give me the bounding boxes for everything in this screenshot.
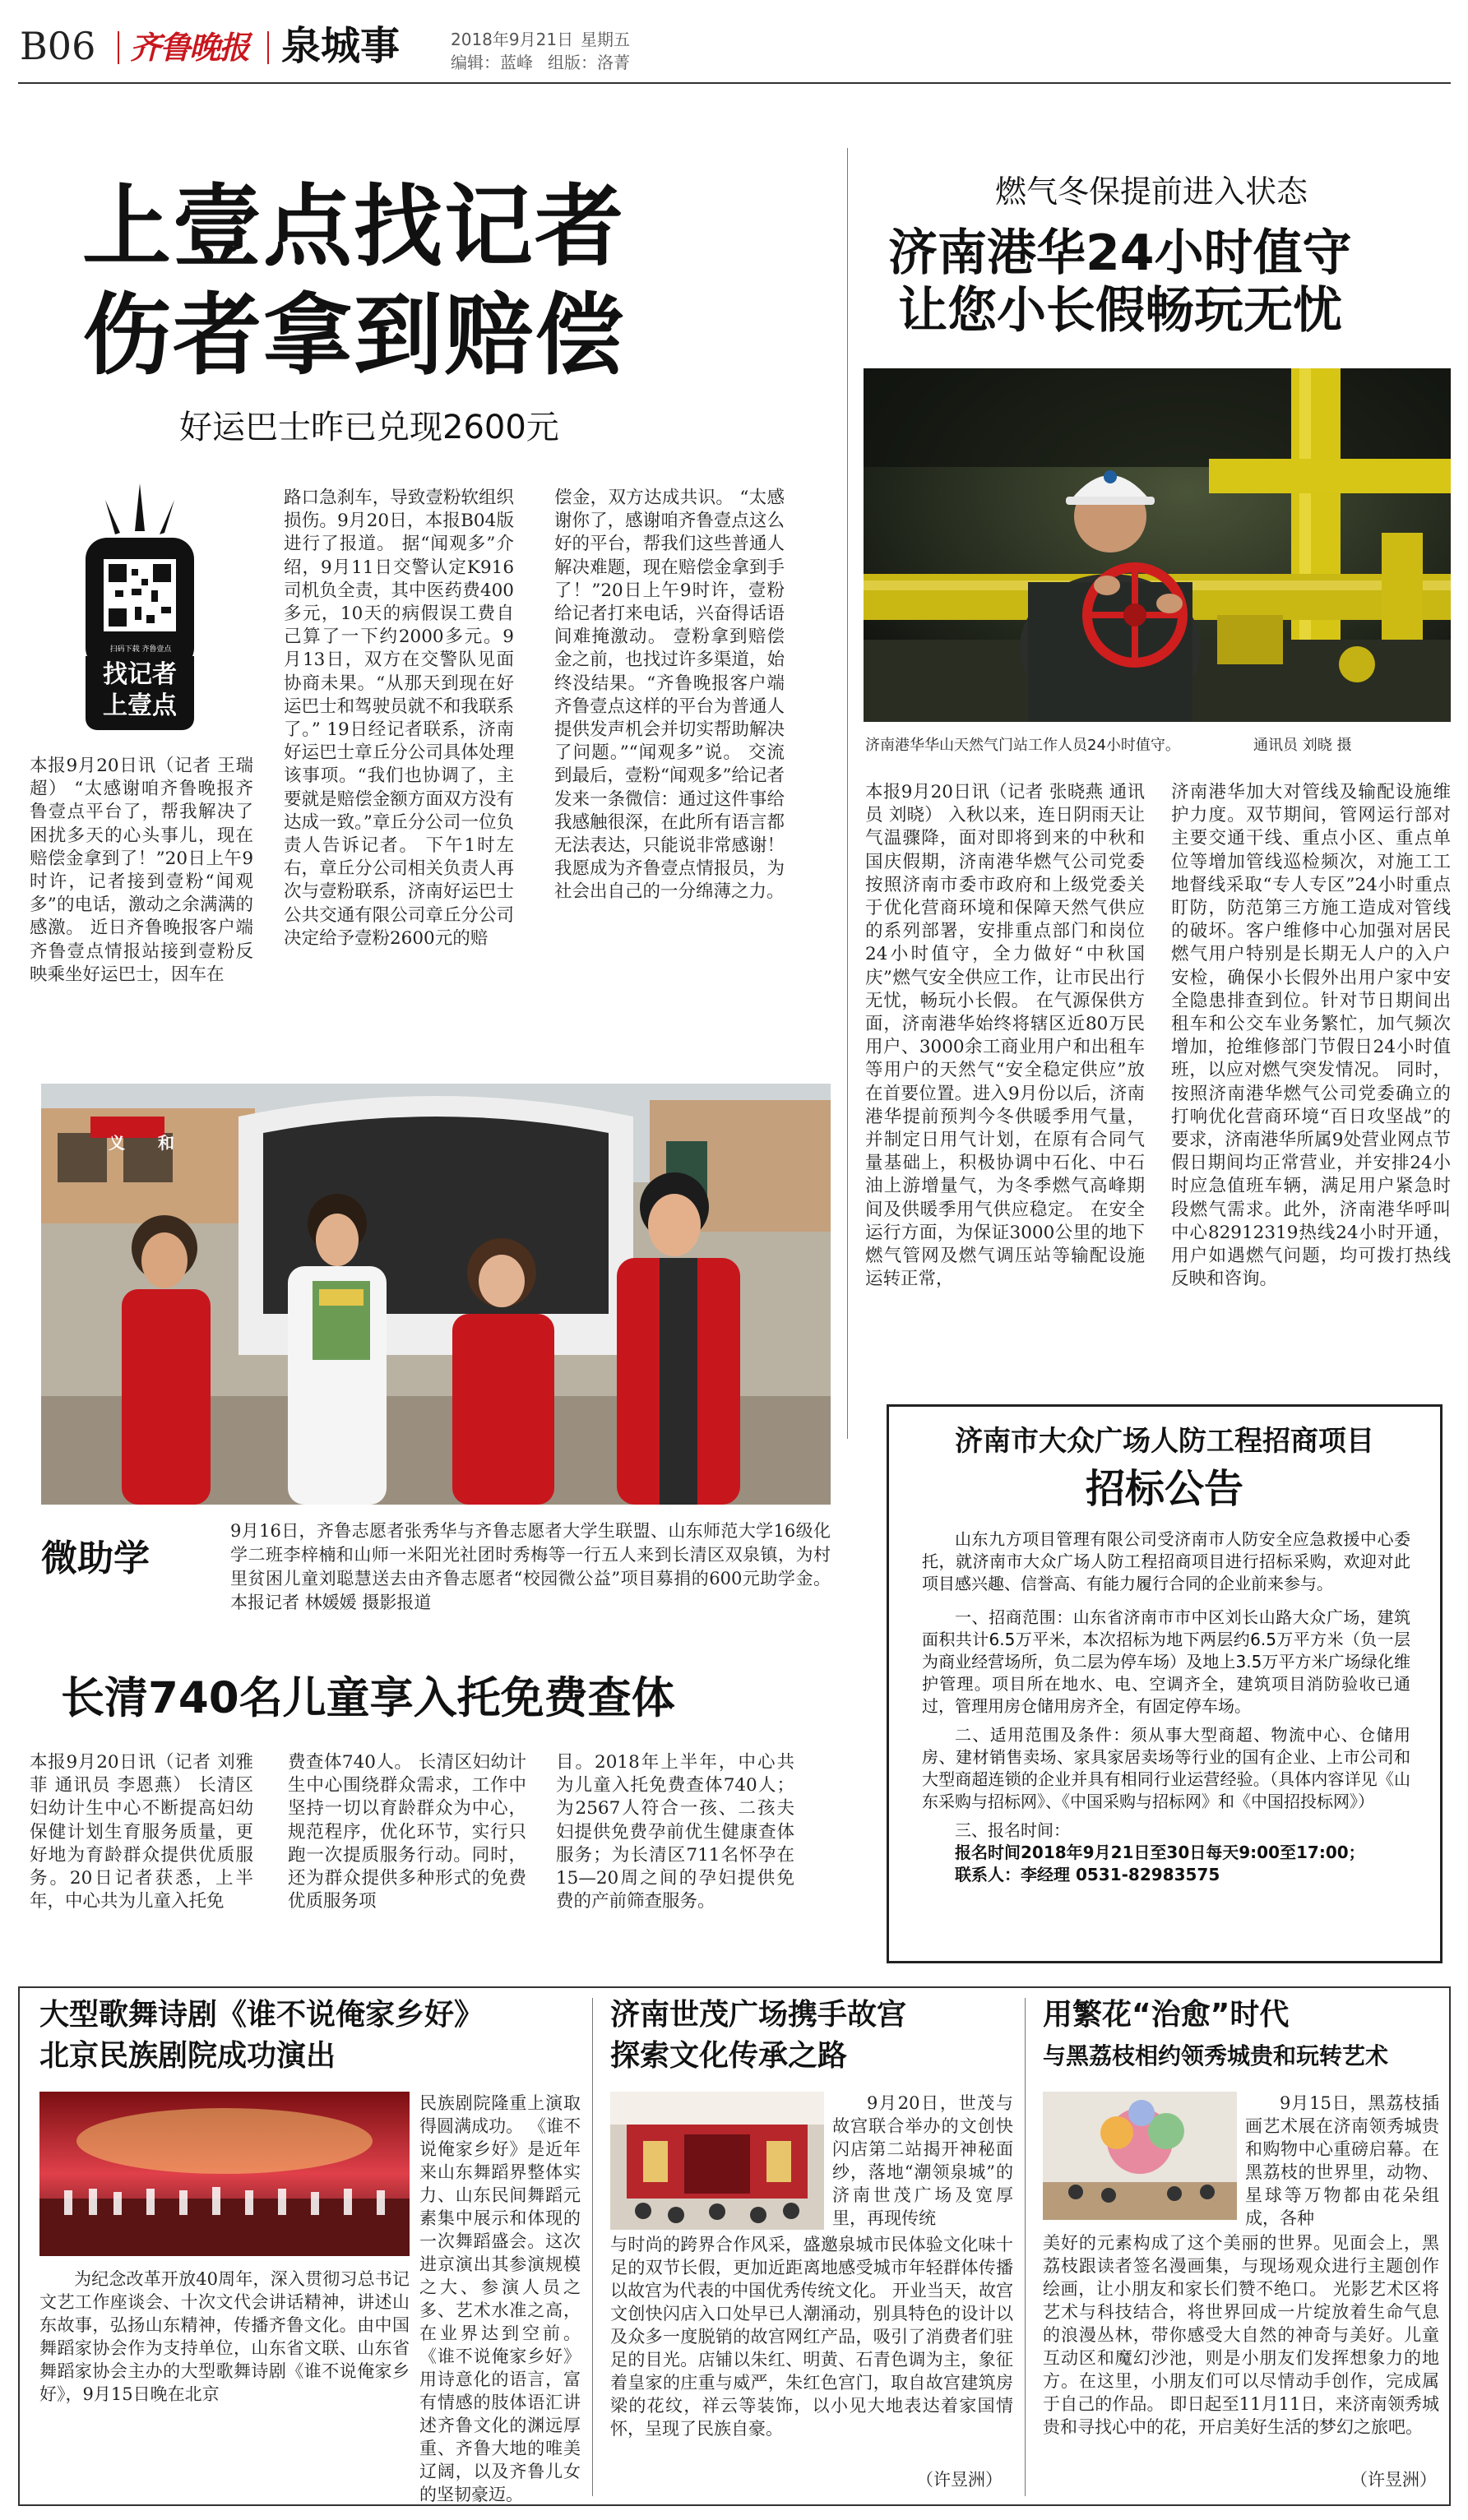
story2-column-1: 本报9月20日讯（记者 张晓燕 通讯员 刘晓） 入秋以来，连日阴雨天让气温骤降，面对即将到来的中秋和国庆假期，济南港华燃气公司党委按照济南市委市政府和上级党委关于优化营商环境和保障天然气供应的系列部署，安排重点部门和岗位24小时值守，全力做好“中秋国庆”燃气安全供应工作，让市民出行无忧，畅玩小长假。 在气源保供方面，济南港华始终将辖区近80万民用户、3000余工商业用户和出租车等用户的天然气“安全稳定供应”放在首要位置。进入9月份以后，济南港华提前预判今冬供暖季用气量，并制定日用气计划，在原有合同气量基础上，积极协调中石化、中石油上游增量气，为冬季燃气高峰期间及供暖季用气供应稳定。 在安全运行方面，为保证3000公里的地下燃气管网及燃气调压站等输配设施运转正常， xyxy=(865,782,1145,1290)
bottom3-right-text: 9月15日，黑荔枝插画艺术展在济南领秀城贵和购物中心重磅启幕。在黑荔枝的世界里，动物、星球等万物都由花朵组成，各种 xyxy=(1245,2093,1439,2228)
notice-section-2: 二、适用范围及条件：须从事大型商超、物流中心、仓储用房、建材销售卖场、家具家居卖场等行业的国有企业、上市公司和大型商超连锁的企业并具有相同行业运营经验。（具体内容详见《山东采购与招标网》、《中国采购与招标网》和《中国招投标网》） xyxy=(922,1725,1410,1811)
story1-subhead: 好运巴士昨已兑现2600元 xyxy=(179,409,559,446)
art-exhibit-illustration xyxy=(1043,2092,1237,2220)
gas-worker-photo xyxy=(864,368,1451,722)
header-rule xyxy=(18,82,1451,84)
bottom1-headline-1: 大型歌舞诗剧《谁不说俺家乡好》 xyxy=(39,1998,484,2032)
notice-section-3-title: 三、报名时间： xyxy=(955,1820,1070,1840)
notice-section-1: 一、招商范围：山东省济南市市中区刘长山路大众广场，建筑面积共计6.5万平米，本次招标为地下两层约6.5万平方米（负一层为商业经营场所，负二层为停车场）及地上3.5万平方米广场绿化维护管理。项目所在地水、电、空调齐全，建筑项目消防验收已通过，管理用房仓储用房齐全，有固定停车场。 xyxy=(922,1607,1410,1716)
bottom3-body-text: 美好的元素构成了这个美丽的世界。见面会上，黑荔枝跟读者签名漫画集，与现场观众进行主题创作绘画，让小朋友和家长们赞不绝口。 光影艺术区将艺术与科技结合，将世界回成一片绽放着生命气息的浪漫丛林，带你感受大自然的神奇与美好。儿童互动区和魔幻沙池，则是小朋友们发挥想象力的地方。在这里，小朋友们可以尽情动手创作，完成属于自己的作品。 即日起至11月11日，来济南领秀城贵和寻找心中的花，开启美好生活的梦幻之旅吧。 xyxy=(1043,2233,1439,2437)
bottom-divider-2 xyxy=(1025,1998,1026,2496)
bottom3-headline-2: 与黑荔枝相约领秀城贵和玩转艺术 xyxy=(1043,2042,1389,2069)
logo-text-2: 上壹点 xyxy=(103,691,177,720)
logo-text-1: 找记者 xyxy=(103,660,177,689)
gas-worker-illustration xyxy=(864,368,1451,722)
gas-photo-caption: 济南港华华山天然气门站工作人员24小时值守。 xyxy=(865,737,1180,754)
header-weekday: 星期五 xyxy=(581,30,630,49)
story2-headline-1: 济南港华24小时值守 xyxy=(888,224,1352,282)
story1-headline-2: 伤者拿到赔偿 xyxy=(82,284,626,387)
header-date: 2018年9月21日 xyxy=(451,30,574,49)
page-code: B06 xyxy=(20,24,96,68)
story1-headline-1: 上壹点找记者 xyxy=(82,176,626,279)
column-divider xyxy=(847,148,848,1439)
story2-kicker: 燃气冬保提前进入状态 xyxy=(995,173,1308,210)
story2-column-2: 济南港华加大对管线及输配设施维护力度。双节期间，管网运行部对主要交通干线、重点小区、重点单位等增加管线巡检频次，对施工工地督线采取“专人专区”24小时重点盯防，防范第三方施工造成对管线的破坏。客户维修中心加强对居民燃气用户特别是长期无人户的入户安检，确保小长假外出用户家中安全隐患排查到位。针对节日期间出租车和公交车业务繁忙，加气频次增加，抢维修部门节假日24小时值班，以应对燃气突发情况。 同时，按照济南港华燃气公司党委确立的打响优化营商环境“百日攻坚战”的要求，济南港华所属9处营业网点节假日期间均正常营业，并安排24小时应急值班车辆，满足用户紧急时段燃气需求。此外，济南港华呼叫中心82912319热线24小时开通，用户如遇燃气问题，均可拨打热线反映和咨询。 xyxy=(1171,782,1452,1290)
story2-headline-2: 让您小长假畅玩无忧 xyxy=(898,282,1342,340)
notice-title-2: 招标公告 xyxy=(1085,1466,1243,1512)
shop-illustration xyxy=(610,2092,824,2230)
notice-contact: 联系人：李经理 0531-82983575 xyxy=(955,1865,1220,1884)
tender-notice xyxy=(887,1404,1443,1963)
zhaojizhe-logo xyxy=(72,483,207,730)
header-divider-2 xyxy=(267,31,269,64)
header-divider-1 xyxy=(118,31,119,64)
gas-photo-credit: 通讯员 刘晓 摄 xyxy=(1253,737,1352,754)
photo-badge: 义和 xyxy=(109,1133,207,1153)
bottom2-body-text: 与时尚的跨界合作风采，盛邀泉城市民体验文化味十足的双节长假，更加近距离地感受城市年轻群体传播以故宫为代表的中国优秀传统文化。 开业当天，故宫文创快闪店入口处早已人潮涌动，别具特色的设计以及众多一度脱销的故宫网红产品，吸引了消费者们驻足的目光。店铺以朱红、明黄、石青色调为主，象征着皇家的庄重与威严，朱红色宫门，取自故宫建筑房梁的花纹，祥云等装饰，以小见大地表达着家国情怀，呈现了民族自豪。 xyxy=(610,2235,1013,2439)
story1-column-1: 本报9月20日讯（记者 王瑞超） “太感谢咱齐鲁晚报齐鲁壹点平台了，帮我解决了困扰多天的心头事儿，现在赔偿金拿到了！”20日上午9时许，记者接到壹粉“闻观多”的电话，激动之余满满的感激。 近日齐鲁晚报客户端齐鲁壹点情报站接到壹粉反映乘坐好运巴士，因车在 xyxy=(30,756,253,985)
story1-column-2: 路口急刹车，导致壹粉软组织损伤。9月20日，本报B04版进行了报道。 据“闻观多”介绍，9月11日交警认定K916司机负全责，其中医药费400多元，10天的病假误工费自己算了一下约2000多元。9月13日，双方在交警队见面协商未果。“从那天到现在好运巴士和驾驶员就不和我联系了。” 19日经记者联系，济南好运巴士章丘分公司具体处理该事项。“我们也协调了，主要就是赔偿金额方面双方没有达成一致。”章丘分公司一位负责人告诉记者。 下午1时左右，章丘分公司相关负责人再次与壹粉联系，济南好运巴士公共交通有限公司章丘分公司决定给予壹粉2600元的赔 xyxy=(284,488,514,949)
bottom3-credit: （许昱洲） xyxy=(1350,2470,1437,2490)
header-editor: 编辑：蓝峰 xyxy=(451,53,533,72)
bottom1-left-text: 为纪念改革开放40周年，深入贯彻习总书记文艺工作座谈会、十次文代会讲话精神，讲述山东故事，弘扬山东精神，传播齐鲁文化。由中国舞蹈家协会作为支持单位，山东省文联、山东省舞蹈家协会主办的大型歌舞诗剧《谁不说俺家乡好》，9月15日晚在北京 xyxy=(39,2269,410,2404)
section-name: 泉城事 xyxy=(281,23,401,69)
art-exhibit-photo xyxy=(1043,2092,1237,2220)
bottom1-headline-2: 北京民族剧院成功演出 xyxy=(39,2039,336,2073)
story4-column-2: 费查体740人。 长清区妇幼计生中心围绕群众需求，工作中坚持一切以育龄群众为中心，规范程序，优化环节，实行只跑一次提质服务行动。同时，还为群众提供多种形式的免费优质服务项 xyxy=(288,1752,526,1912)
bottom2-headline-1: 济南世茂广场携手故宫 xyxy=(610,1998,907,2032)
story4-column-1: 本报9月20日讯（记者 刘雅菲 通讯员 李恩燕） 长清区妇幼计生中心不断提高妇幼保健计划生育服务质量，更好地为育龄群众提供优质服务。20日记者获悉，上半年，中心共为儿童入托免 xyxy=(30,1752,253,1912)
story4-headline: 长清740名儿童享入托免费查体 xyxy=(61,1673,675,1723)
palace-shop-photo xyxy=(610,2092,824,2230)
bottom2-right-text: 9月20日，世茂与故宫联合举办的文创快闪店第二站揭开神秘面纱，落地“潮领泉城”的济南世茂广场及宽厚里，再现传统 xyxy=(832,2093,1013,2228)
notice-time: 报名时间2018年9月21日至30日每天9:00至17:00； xyxy=(955,1843,1365,1862)
volunteers-photo xyxy=(41,1084,831,1505)
notice-body xyxy=(922,1528,1410,1886)
bottom1-right-text: 民族剧院隆重上演取得圆满成功。 《谁不说俺家乡好》是近年来山东舞蹈界整体实力、山东民间舞蹈元素集中展示和体现的一次舞蹈盛会。这次进京演出其参演规模之大、参演人员之多、艺术水准之高，在业界达到空前。《谁不说俺家乡好》用诗意化的语言，富有情感的肢体语汇讲述齐鲁文化的渊远厚重、齐鲁大地的唯美辽阔，以及齐鲁儿女的坚韧豪迈。 xyxy=(419,2093,581,2504)
bottom-divider-1 xyxy=(592,1998,593,2496)
opera-stage-illustration xyxy=(39,2092,410,2256)
header-layout: 组版：洛菁 xyxy=(548,53,630,72)
paper-logo: 齐鲁晚报 xyxy=(130,29,249,66)
story1-column-3: 偿金，双方达成共识。 “太感谢你了，感谢咱齐鲁壹点这么好的平台，帮我们这些普通人解决难题，现在赔偿金拿到手了！”20日上午9时许，壹粉给记者打来电话，兴奋得话语间难掩激动。 壹粉拿到赔偿金之前，也找过许多渠道，始终没结果。“齐鲁晚报客户端齐鲁壹点这样的平台为普通人提供发声机会并切实帮助解决了问题。”“闻观多”说。 交流到最后，壹粉“闻观多”给记者发来一条微信：通过这件事给我感触很深，在此所有语言都无法表达，只能说非常感谢！我愿成为齐鲁壹点情报员，为社会出自己的一分绵薄之力。 xyxy=(554,488,785,903)
bottom2-headline-2: 探索文化传承之路 xyxy=(610,2039,848,2073)
opera-photo xyxy=(39,2092,410,2256)
story3-caption: 9月16日，齐鲁志愿者张秀华与齐鲁志愿者大学生联盟、山东师范大学16级化学二班李梓楠和山师一米阳光社团时秀梅等一行五人来到长清区双泉镇，为村里贫困儿童刘聪慧送去由齐鲁志愿者“校园微公益”项目募捐的600元助学金。 本报记者 林媛媛 摄影报道 xyxy=(230,1521,831,1612)
bottom2-credit: （许昱洲） xyxy=(916,2470,1003,2490)
logo-small-text: 扫码下载 齐鲁壹点 xyxy=(109,645,172,654)
notice-intro: 山东九方项目管理有限公司受济南市人防安全应急救援中心委托，就济南市大众广场人防工程招商项目进行招标采购，欢迎对此项目感兴趣、信誉高、有能力履行合同的企业前来参与。 xyxy=(922,1529,1410,1593)
story4-column-3: 目。2018年上半年，中心共为儿童入托免费查体740人；为2567人符合一孩、二孩夫妇提供免费孕前优生健康查体服务；为长清区711名怀孕在15—20周之间的孕妇提供免费的产前筛查服务。 xyxy=(556,1752,794,1912)
story3-label: 微助学 xyxy=(41,1537,150,1579)
notice-title-1: 济南市大众广场人防工程招商项目 xyxy=(955,1425,1374,1458)
bottom3-headline-1: 用繁花“治愈”时代 xyxy=(1043,1998,1290,2032)
